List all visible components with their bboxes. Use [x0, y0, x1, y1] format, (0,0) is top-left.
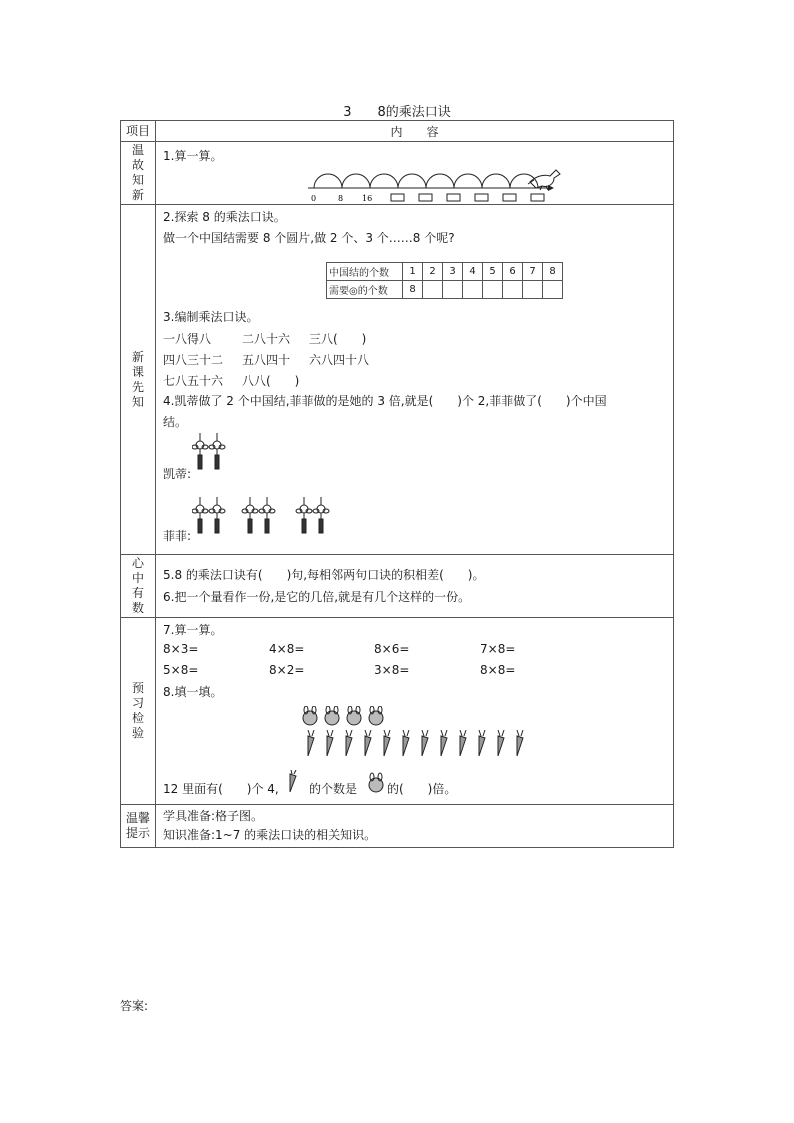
rhyme-1-3: 三八( ) — [309, 332, 367, 346]
calc-item: 8×2= — [269, 663, 305, 677]
calc-item: 4×8= — [269, 642, 305, 656]
question-7: 7.算一算。 — [163, 623, 223, 637]
header-item: 项目 — [121, 121, 156, 142]
question-5: 5.8 的乘法口诀有( )句,每相邻两句口诀的积相差( )。 — [163, 568, 485, 582]
knot-count-cell: 1 — [403, 263, 423, 281]
section-mind-content — [156, 555, 674, 618]
knot-table — [326, 262, 563, 299]
section-new-content — [156, 205, 674, 555]
knot-count-cell: 8 — [543, 263, 563, 281]
rabbit-group-icon — [300, 706, 392, 728]
knot-count-cell: 2 — [423, 263, 443, 281]
section-label-new: 新 课 先 知 — [121, 205, 156, 555]
calc-item: 8×3= — [163, 642, 199, 656]
section-preview-content — [156, 618, 674, 805]
calc-item: 8×6= — [374, 642, 410, 656]
question-4-line2: 结。 — [163, 415, 188, 429]
rabbit-icon — [366, 772, 386, 794]
section-review-content — [156, 142, 674, 205]
question-1: 1.算一算。 — [163, 149, 223, 163]
rhyme-3-2: 八八( ) — [242, 374, 300, 388]
section-tips-content — [156, 805, 674, 848]
question-2-sub: 做一个中国结需要 8 个圆片,做 2 个、3 个……8 个呢? — [163, 231, 455, 245]
knot-count-cell: 4 — [463, 263, 483, 281]
knot-count-header: 中国结的个数 — [327, 263, 403, 281]
question-2: 2.探索 8 的乘法口诀。 — [163, 210, 286, 224]
knot-count-cell: 7 — [523, 263, 543, 281]
knot-count-cell: 6 — [503, 263, 523, 281]
rhyme-1-2: 二八十六 — [242, 332, 291, 346]
calc-item: 5×8= — [163, 663, 199, 677]
rhyme-2-3: 六八四十八 — [309, 353, 370, 367]
disc-count-cell[interactable] — [423, 281, 443, 299]
calc-item: 7×8= — [480, 642, 516, 656]
carrot-group-icon — [300, 730, 530, 758]
number-line-diagram — [304, 162, 564, 204]
tick-label-8: 8 — [338, 194, 344, 203]
chinese-knot-group-icon — [192, 497, 342, 541]
kaidi-label: 凯蒂: — [163, 467, 192, 481]
feifei-label: 菲菲: — [163, 529, 192, 543]
rhyme-1-1: 一八得八 — [163, 332, 212, 346]
tick-label-0: 0 — [311, 194, 317, 203]
kangaroo-icon — [528, 170, 560, 190]
question-8-part-c: 的( )倍。 — [387, 782, 457, 796]
question-3: 3.编制乘法口诀。 — [163, 310, 259, 324]
lesson-table — [120, 120, 674, 848]
rhyme-2-2: 五八四十 — [242, 353, 291, 367]
question-8: 8.填一填。 — [163, 685, 223, 699]
knot-count-cell: 3 — [443, 263, 463, 281]
question-8-part-b: 的个数是 — [309, 782, 358, 796]
disc-count-cell[interactable] — [443, 281, 463, 299]
rhyme-2-1: 四八三十二 — [163, 353, 224, 367]
calc-item: 8×8= — [480, 663, 516, 677]
disc-count-cell[interactable] — [543, 281, 563, 299]
disc-count-cell[interactable] — [463, 281, 483, 299]
header-content: 内 容 — [156, 121, 674, 142]
knot-count-cell: 5 — [483, 263, 503, 281]
tip-knowledge: 知识准备:1~7 的乘法口诀的相关知识。 — [163, 828, 377, 842]
tip-tools: 学具准备:格子图。 — [163, 809, 264, 823]
question-4-line1: 4.凯蒂做了 2 个中国结,菲菲做的是她的 3 倍,就是( )个 2,菲菲做了( )个中国 — [163, 394, 607, 408]
section-label-tips: 温馨 提示 — [121, 805, 156, 848]
disc-count-cell[interactable]: 8 — [403, 281, 423, 299]
disc-count-header: 需要◎的个数 — [327, 281, 403, 299]
rhyme-3-1: 七八五十六 — [163, 374, 224, 388]
disc-count-cell[interactable] — [483, 281, 503, 299]
lesson-title: 8的乘法口诀 — [377, 105, 451, 120]
chinese-knot-icon — [192, 433, 232, 477]
tick-label-16: 16 — [362, 194, 373, 203]
calc-item: 3×8= — [374, 663, 410, 677]
question-6: 6.把一个量看作一份,是它的几倍,就是有几个这样的一份。 — [163, 590, 471, 604]
section-label-preview: 预 习 检 验 — [121, 618, 156, 805]
question-8-part-a: 12 里面有( )个 4, — [163, 782, 279, 796]
lesson-number: 3 — [343, 105, 352, 120]
answer-label: 答案: — [120, 999, 149, 1013]
section-label-review: 温 故 知 新 — [121, 142, 156, 205]
disc-count-cell[interactable] — [503, 281, 523, 299]
disc-count-cell[interactable] — [523, 281, 543, 299]
page-title — [0, 101, 794, 120]
carrot-icon — [286, 770, 300, 794]
section-label-mind: 心 中 有 数 — [121, 555, 156, 618]
